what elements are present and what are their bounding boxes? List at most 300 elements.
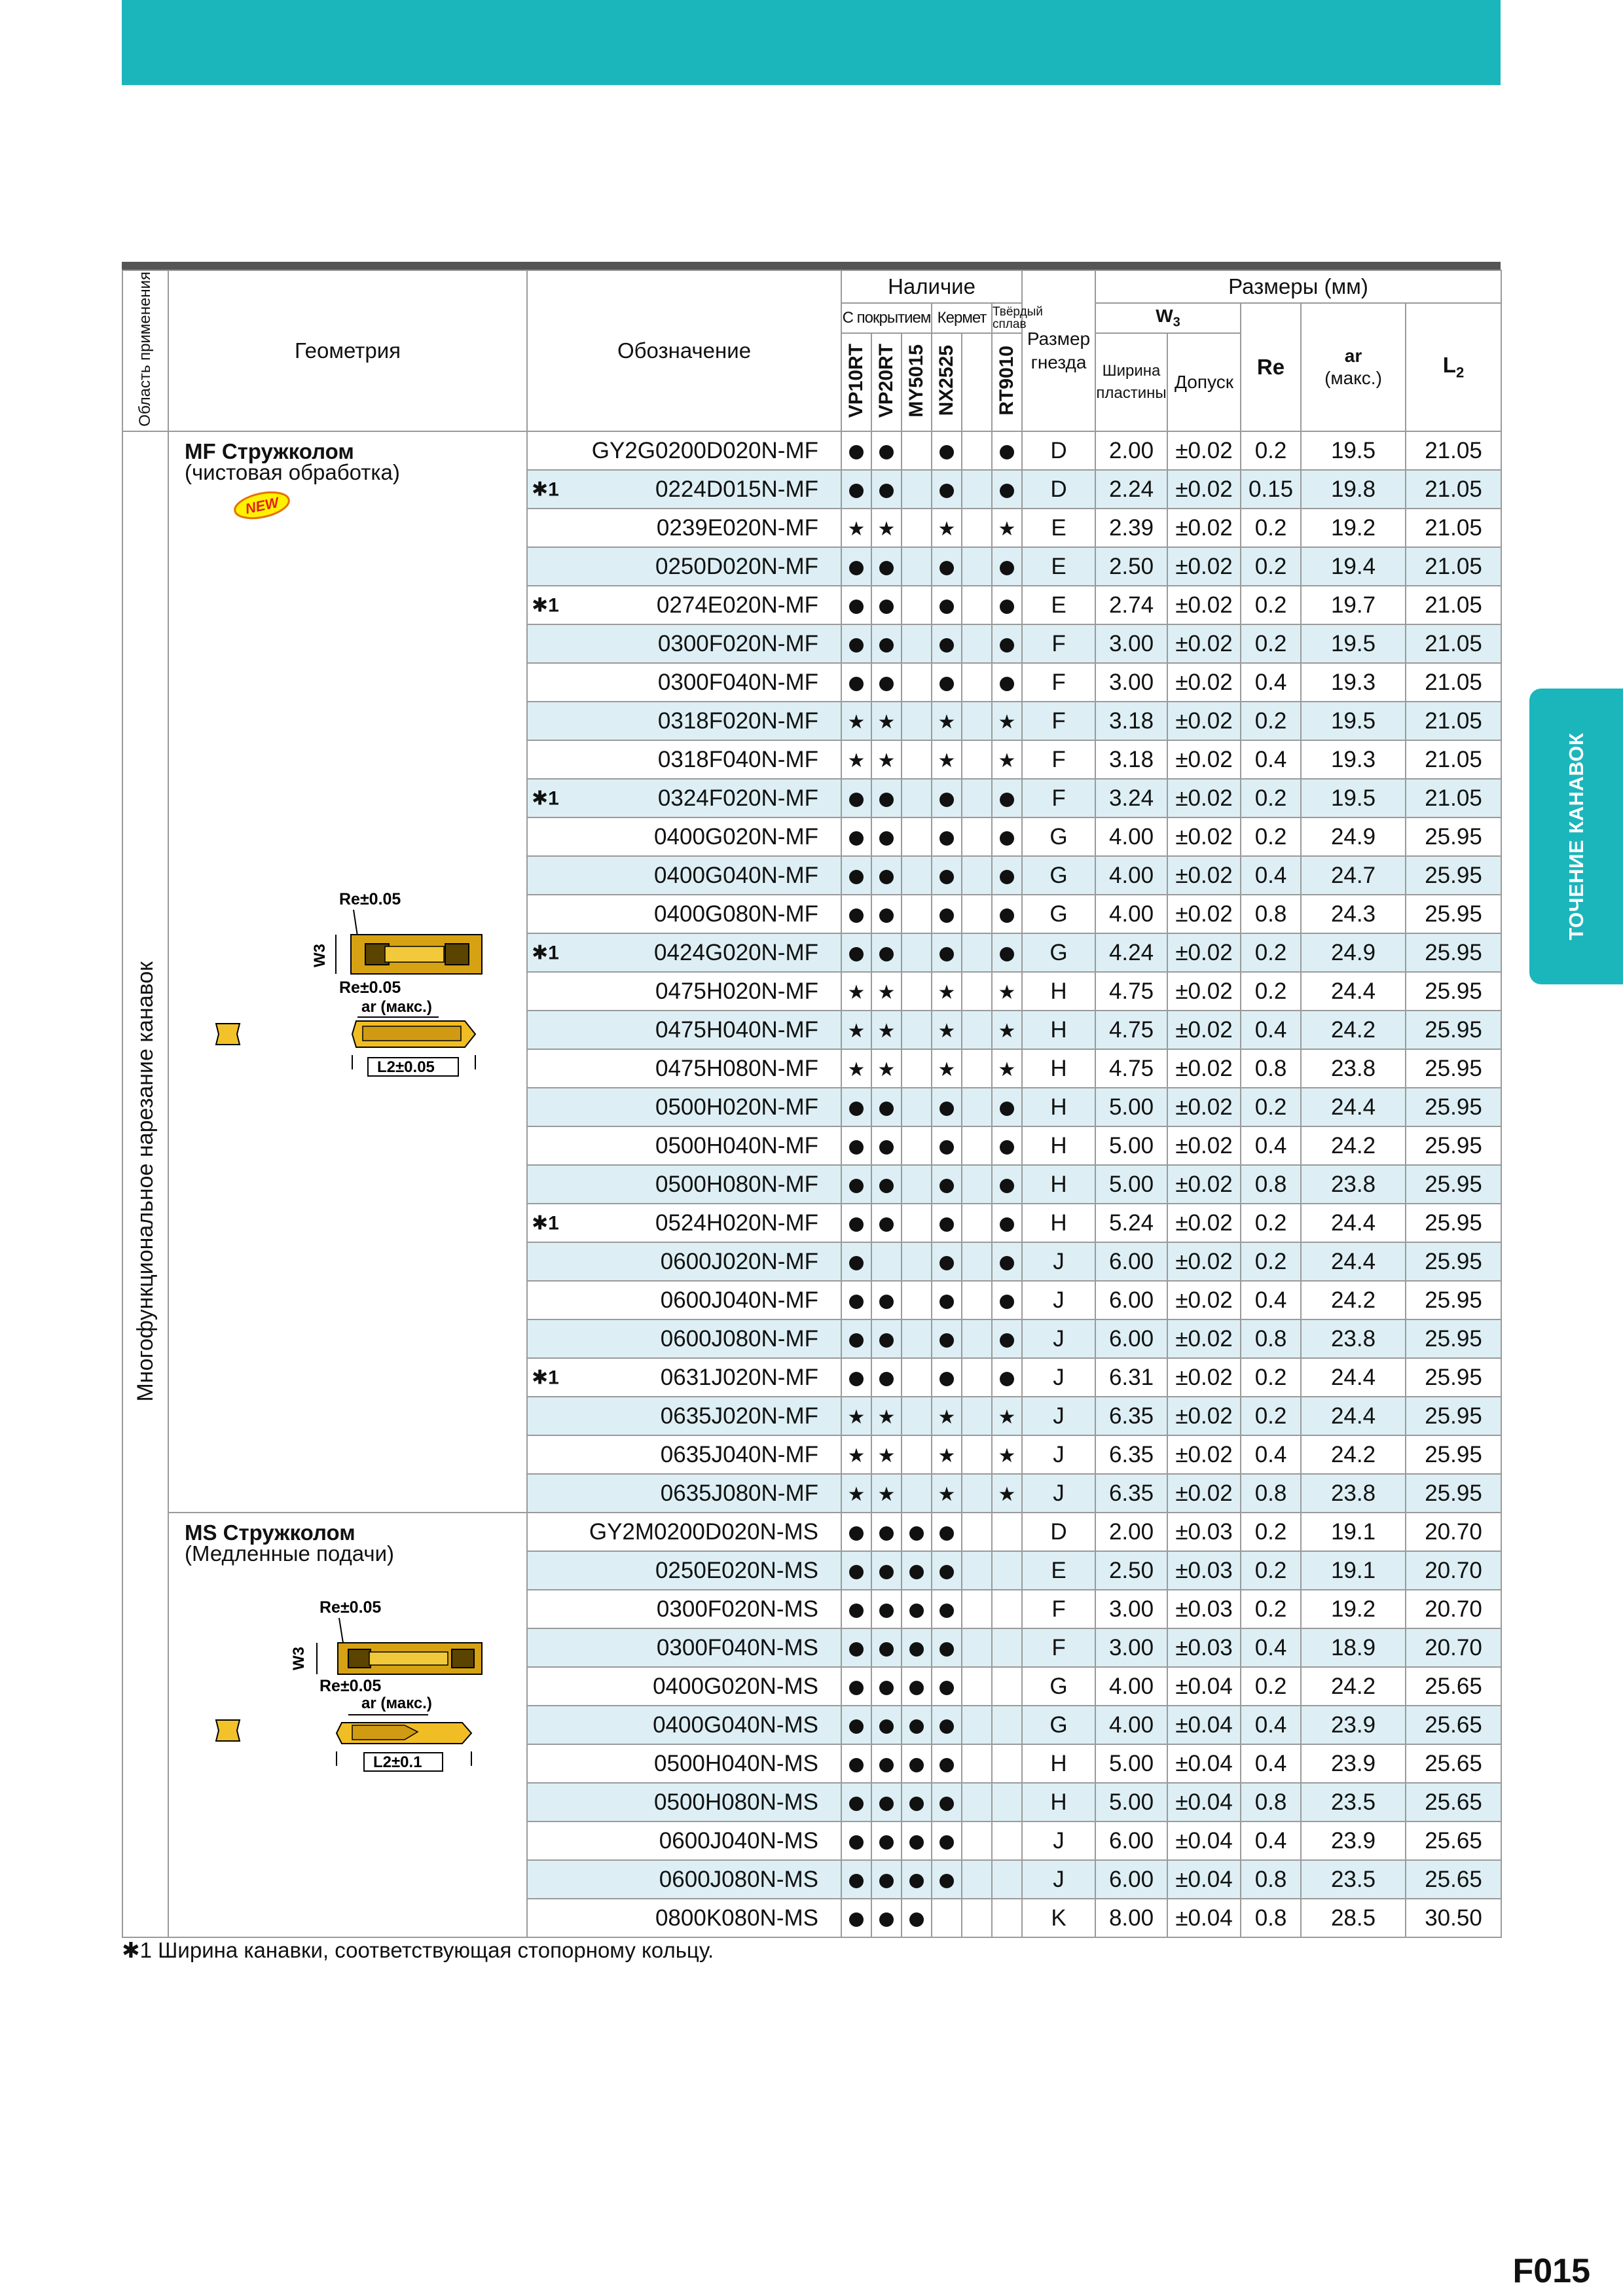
width-cell: 2.50 bbox=[1095, 547, 1167, 586]
re-cell: 0.4 bbox=[1241, 740, 1301, 779]
pocket-size-cell: F bbox=[1022, 1590, 1095, 1628]
l2-cell: 21.05 bbox=[1406, 547, 1501, 586]
designation-cell bbox=[527, 1049, 841, 1088]
l2-cell: 25.95 bbox=[1406, 1474, 1501, 1513]
in-stock-dot-icon bbox=[939, 1565, 954, 1579]
area-cell bbox=[122, 431, 168, 1937]
availability-vp20rt bbox=[871, 1049, 902, 1088]
width-cell: 2.00 bbox=[1095, 1513, 1167, 1551]
re-cell: 0.8 bbox=[1241, 1860, 1301, 1899]
tolerance-cell: ±0.02 bbox=[1167, 1242, 1241, 1281]
re-cell: 0.2 bbox=[1241, 586, 1301, 624]
availability-vp20rt bbox=[871, 470, 902, 509]
designation-code: 0600J080N-MS bbox=[659, 1866, 818, 1892]
availability-vp10rt bbox=[841, 1011, 871, 1049]
availability-vp10rt bbox=[841, 1319, 871, 1358]
availability-spacer bbox=[962, 895, 992, 933]
tolerance-cell: ±0.02 bbox=[1167, 1204, 1241, 1242]
re-cell: 0.2 bbox=[1241, 547, 1301, 586]
availability-spacer bbox=[962, 1011, 992, 1049]
availability-vp10rt bbox=[841, 431, 871, 470]
width-cell: 6.35 bbox=[1095, 1435, 1167, 1474]
re-cell: 0.4 bbox=[1241, 1126, 1301, 1165]
ar-cell: 24.7 bbox=[1301, 856, 1406, 895]
availability-my5015 bbox=[902, 1628, 932, 1667]
in-stock-dot-icon bbox=[1000, 677, 1014, 691]
width-cell: 2.74 bbox=[1095, 586, 1167, 624]
page-number: F015 bbox=[1512, 2252, 1590, 2290]
l2-cell: 25.65 bbox=[1406, 1783, 1501, 1821]
availability-nx2525 bbox=[932, 856, 962, 895]
header-grade-vp10rt: VP10RT bbox=[841, 333, 871, 431]
pocket-size-cell: E bbox=[1022, 586, 1095, 624]
availability-nx2525 bbox=[932, 1435, 962, 1474]
width-cell: 5.00 bbox=[1095, 1165, 1167, 1204]
in-stock-dot-icon bbox=[909, 1912, 924, 1927]
l2-cell: 21.05 bbox=[1406, 624, 1501, 663]
footnote: ✱1 Ширина канавки, соответствующая стопорному кольцу. bbox=[122, 1938, 714, 1962]
star-icon: ★ bbox=[847, 1407, 866, 1428]
tolerance-cell: ±0.02 bbox=[1167, 1397, 1241, 1435]
star-icon: ★ bbox=[938, 711, 956, 733]
in-stock-dot-icon bbox=[1000, 638, 1014, 653]
designation-code: 0500H040N-MS bbox=[654, 1750, 818, 1776]
availability-vp10rt bbox=[841, 1397, 871, 1435]
l2-cell: 25.95 bbox=[1406, 933, 1501, 972]
header-grade-rt9010: RT9010 bbox=[992, 333, 1022, 431]
availability-vp20rt bbox=[871, 1397, 902, 1435]
l2-cell: 21.05 bbox=[1406, 663, 1501, 702]
availability-rt9010 bbox=[992, 431, 1022, 470]
availability-my5015 bbox=[902, 1088, 932, 1126]
availability-vp10rt bbox=[841, 702, 871, 740]
area-label: Многофункциональное нарезание канавок bbox=[132, 961, 158, 1402]
re-cell: 0.8 bbox=[1241, 1319, 1301, 1358]
in-stock-dot-icon bbox=[1000, 831, 1014, 846]
in-stock-dot-icon bbox=[879, 484, 894, 498]
availability-vp10rt bbox=[841, 547, 871, 586]
width-cell: 3.18 bbox=[1095, 702, 1167, 740]
re-cell: 0.15 bbox=[1241, 470, 1301, 509]
in-stock-dot-icon bbox=[939, 638, 954, 653]
designation-code: 0400G020N-MF bbox=[654, 823, 818, 850]
in-stock-dot-icon bbox=[879, 1835, 894, 1850]
svg-text:NEW: NEW bbox=[244, 493, 280, 518]
star-icon: ★ bbox=[847, 1445, 866, 1467]
in-stock-dot-icon bbox=[879, 1295, 894, 1309]
pocket-size-cell: J bbox=[1022, 1821, 1095, 1860]
availability-nx2525 bbox=[932, 1049, 962, 1088]
width-cell: 8.00 bbox=[1095, 1899, 1167, 1937]
availability-vp10rt bbox=[841, 1590, 871, 1628]
pocket-size-cell: D bbox=[1022, 431, 1095, 470]
ar-cell: 23.8 bbox=[1301, 1319, 1406, 1358]
availability-rt9010 bbox=[992, 1551, 1022, 1590]
in-stock-dot-icon bbox=[879, 793, 894, 807]
pocket-size-cell: H bbox=[1022, 972, 1095, 1011]
availability-my5015 bbox=[902, 1706, 932, 1744]
availability-my5015 bbox=[902, 817, 932, 856]
ar-cell: 23.9 bbox=[1301, 1744, 1406, 1783]
designation-cell bbox=[527, 779, 841, 817]
designation-cell bbox=[527, 817, 841, 856]
availability-nx2525 bbox=[932, 663, 962, 702]
l2-cell: 20.70 bbox=[1406, 1628, 1501, 1667]
tolerance-cell: ±0.03 bbox=[1167, 1551, 1241, 1590]
width-cell: 3.00 bbox=[1095, 1590, 1167, 1628]
re-cell: 0.8 bbox=[1241, 1783, 1301, 1821]
availability-vp20rt bbox=[871, 1860, 902, 1899]
availability-vp20rt bbox=[871, 817, 902, 856]
header-designation: Обозначение bbox=[527, 270, 841, 431]
diagram-ar-label: ar (макс.) bbox=[361, 998, 432, 1016]
availability-spacer bbox=[962, 1088, 992, 1126]
tolerance-cell: ±0.04 bbox=[1167, 1667, 1241, 1706]
pocket-size-cell: G bbox=[1022, 1706, 1095, 1744]
star-icon: ★ bbox=[877, 1445, 896, 1467]
in-stock-dot-icon bbox=[939, 1604, 954, 1618]
designation-cell bbox=[527, 1204, 841, 1242]
availability-vp10rt bbox=[841, 1899, 871, 1937]
l2-cell: 30.50 bbox=[1406, 1899, 1501, 1937]
width-cell: 3.18 bbox=[1095, 740, 1167, 779]
star-icon: ★ bbox=[877, 1484, 896, 1505]
tolerance-cell: ±0.02 bbox=[1167, 817, 1241, 856]
availability-vp20rt bbox=[871, 624, 902, 663]
width-cell: 4.00 bbox=[1095, 1667, 1167, 1706]
pocket-size-cell: E bbox=[1022, 509, 1095, 547]
header-re: Re bbox=[1241, 303, 1301, 431]
availability-spacer bbox=[962, 702, 992, 740]
star-icon: ★ bbox=[877, 750, 896, 772]
availability-rt9010 bbox=[992, 1744, 1022, 1783]
geometry-cell bbox=[168, 431, 527, 1513]
ar-cell: 24.2 bbox=[1301, 1011, 1406, 1049]
l2-cell: 25.65 bbox=[1406, 1706, 1501, 1744]
availability-my5015 bbox=[902, 895, 932, 933]
header-coated: С покрытием bbox=[841, 303, 932, 333]
in-stock-dot-icon bbox=[939, 1835, 954, 1850]
in-stock-dot-icon bbox=[849, 1604, 864, 1618]
pocket-size-cell: G bbox=[1022, 895, 1095, 933]
in-stock-dot-icon bbox=[849, 1217, 864, 1232]
in-stock-dot-icon bbox=[879, 1874, 894, 1888]
in-stock-dot-icon bbox=[1000, 1295, 1014, 1309]
availability-my5015 bbox=[902, 1667, 932, 1706]
in-stock-dot-icon bbox=[1000, 1256, 1014, 1270]
designation-cell bbox=[527, 1126, 841, 1165]
availability-spacer bbox=[962, 509, 992, 547]
availability-nx2525 bbox=[932, 431, 962, 470]
availability-spacer bbox=[962, 856, 992, 895]
availability-spacer bbox=[962, 933, 992, 972]
section-side-tab[interactable] bbox=[1529, 689, 1623, 984]
availability-spacer bbox=[962, 1590, 992, 1628]
designation-code: 0400G080N-MF bbox=[654, 901, 818, 927]
header-grade-nx2525: NX2525 bbox=[932, 333, 962, 431]
l2-cell: 25.95 bbox=[1406, 1281, 1501, 1319]
availability-nx2525 bbox=[932, 1165, 962, 1204]
designation-code: 0600J080N-MF bbox=[660, 1325, 818, 1352]
star-icon: ★ bbox=[998, 1059, 1016, 1081]
availability-my5015 bbox=[902, 1397, 932, 1435]
designation-cell bbox=[527, 1474, 841, 1513]
l2-cell: 25.95 bbox=[1406, 1397, 1501, 1435]
availability-nx2525 bbox=[932, 1319, 962, 1358]
in-stock-dot-icon bbox=[879, 1604, 894, 1618]
designation-cell bbox=[527, 1358, 841, 1397]
availability-spacer bbox=[962, 1435, 992, 1474]
designation-cell bbox=[527, 1319, 841, 1358]
designation-code: 0524H020N-MF bbox=[655, 1210, 818, 1236]
width-cell: 5.00 bbox=[1095, 1088, 1167, 1126]
designation-cell bbox=[527, 1011, 841, 1049]
designation-cell bbox=[527, 1435, 841, 1474]
availability-my5015 bbox=[902, 1435, 932, 1474]
in-stock-dot-icon bbox=[849, 445, 864, 459]
ms-insert-diagram bbox=[208, 1592, 536, 1788]
availability-nx2525 bbox=[932, 1628, 962, 1667]
in-stock-dot-icon bbox=[849, 1102, 864, 1116]
availability-rt9010 bbox=[992, 933, 1022, 972]
availability-my5015 bbox=[902, 1513, 932, 1551]
availability-nx2525 bbox=[932, 1590, 962, 1628]
availability-nx2525 bbox=[932, 702, 962, 740]
ar-cell: 28.5 bbox=[1301, 1899, 1406, 1937]
ar-cell: 24.2 bbox=[1301, 1435, 1406, 1474]
availability-my5015 bbox=[902, 1011, 932, 1049]
in-stock-dot-icon bbox=[849, 600, 864, 614]
designation-cell bbox=[527, 1899, 841, 1937]
designation-code: 0600J040N-MF bbox=[660, 1287, 818, 1313]
availability-my5015 bbox=[902, 972, 932, 1011]
star-icon: ★ bbox=[998, 518, 1016, 540]
availability-nx2525 bbox=[932, 586, 962, 624]
designation-cell bbox=[527, 895, 841, 933]
availability-rt9010 bbox=[992, 1513, 1022, 1551]
tolerance-cell: ±0.02 bbox=[1167, 1165, 1241, 1204]
availability-spacer bbox=[962, 1126, 992, 1165]
availability-spacer bbox=[962, 663, 992, 702]
designation-code: 0318F020N-MF bbox=[657, 708, 818, 734]
l2-cell: 21.05 bbox=[1406, 779, 1501, 817]
star-icon: ★ bbox=[847, 1020, 866, 1042]
pocket-size-cell: E bbox=[1022, 1551, 1095, 1590]
header-w3: $W_3$ bbox=[1095, 303, 1241, 333]
in-stock-dot-icon bbox=[909, 1797, 924, 1811]
availability-spacer bbox=[962, 1860, 992, 1899]
designation-cell bbox=[527, 1744, 841, 1783]
availability-nx2525 bbox=[932, 1513, 962, 1551]
width-cell: 5.24 bbox=[1095, 1204, 1167, 1242]
availability-rt9010 bbox=[992, 1088, 1022, 1126]
availability-vp10rt bbox=[841, 817, 871, 856]
availability-vp10rt bbox=[841, 1860, 871, 1899]
designation-cell bbox=[527, 470, 841, 509]
in-stock-dot-icon bbox=[939, 600, 954, 614]
availability-vp20rt bbox=[871, 1011, 902, 1049]
availability-vp20rt bbox=[871, 509, 902, 547]
availability-spacer bbox=[962, 1744, 992, 1783]
ar-cell: 23.9 bbox=[1301, 1706, 1406, 1744]
in-stock-dot-icon bbox=[849, 1912, 864, 1927]
footnote-marker: ✱1 bbox=[532, 478, 559, 500]
availability-rt9010 bbox=[992, 1242, 1022, 1281]
availability-spacer bbox=[962, 586, 992, 624]
pocket-size-cell: F bbox=[1022, 663, 1095, 702]
ar-cell: 24.9 bbox=[1301, 817, 1406, 856]
availability-rt9010 bbox=[992, 817, 1022, 856]
in-stock-dot-icon bbox=[879, 1333, 894, 1348]
ar-cell: 19.8 bbox=[1301, 470, 1406, 509]
availability-vp20rt bbox=[871, 702, 902, 740]
in-stock-dot-icon bbox=[879, 1681, 894, 1695]
availability-spacer bbox=[962, 624, 992, 663]
availability-vp10rt bbox=[841, 1706, 871, 1744]
tolerance-cell: ±0.02 bbox=[1167, 779, 1241, 817]
tolerance-cell: ±0.02 bbox=[1167, 856, 1241, 895]
tolerance-cell: ±0.02 bbox=[1167, 1126, 1241, 1165]
availability-vp20rt bbox=[871, 1899, 902, 1937]
ar-cell: 23.9 bbox=[1301, 1821, 1406, 1860]
availability-my5015 bbox=[902, 702, 932, 740]
l2-cell: 21.05 bbox=[1406, 431, 1501, 470]
availability-spacer bbox=[962, 779, 992, 817]
availability-vp10rt bbox=[841, 1242, 871, 1281]
pocket-size-cell: J bbox=[1022, 1281, 1095, 1319]
designation-cell bbox=[527, 1590, 841, 1628]
l2-cell: 20.70 bbox=[1406, 1513, 1501, 1551]
re-cell: 0.8 bbox=[1241, 1165, 1301, 1204]
star-icon: ★ bbox=[938, 982, 956, 1003]
re-cell: 0.4 bbox=[1241, 1435, 1301, 1474]
availability-my5015 bbox=[902, 1165, 932, 1204]
availability-spacer bbox=[962, 1319, 992, 1358]
l2-cell: 25.95 bbox=[1406, 1358, 1501, 1397]
star-icon: ★ bbox=[938, 1020, 956, 1042]
availability-nx2525 bbox=[932, 1706, 962, 1744]
header-grade-my5015: MY5015 bbox=[902, 333, 932, 431]
availability-spacer bbox=[962, 817, 992, 856]
designation-code: 0800K080N-MS bbox=[655, 1905, 818, 1931]
tolerance-cell: ±0.02 bbox=[1167, 972, 1241, 1011]
availability-my5015 bbox=[902, 509, 932, 547]
availability-spacer bbox=[962, 1358, 992, 1397]
new-badge bbox=[232, 490, 292, 521]
ar-cell: 19.3 bbox=[1301, 740, 1406, 779]
ar-cell: 19.2 bbox=[1301, 509, 1406, 547]
availability-rt9010 bbox=[992, 509, 1022, 547]
in-stock-dot-icon bbox=[909, 1874, 924, 1888]
pocket-size-cell: G bbox=[1022, 817, 1095, 856]
availability-vp10rt bbox=[841, 1204, 871, 1242]
in-stock-dot-icon bbox=[909, 1835, 924, 1850]
availability-nx2525 bbox=[932, 933, 962, 972]
availability-vp20rt bbox=[871, 1590, 902, 1628]
pocket-size-cell: H bbox=[1022, 1126, 1095, 1165]
in-stock-dot-icon bbox=[1000, 1372, 1014, 1386]
availability-nx2525 bbox=[932, 509, 962, 547]
availability-rt9010 bbox=[992, 1165, 1022, 1204]
availability-my5015 bbox=[902, 431, 932, 470]
ar-cell: 24.4 bbox=[1301, 1358, 1406, 1397]
designation-code: 0635J040N-MF bbox=[660, 1441, 818, 1467]
tolerance-cell: ±0.02 bbox=[1167, 547, 1241, 586]
pocket-size-cell: F bbox=[1022, 624, 1095, 663]
availability-vp20rt bbox=[871, 1435, 902, 1474]
in-stock-dot-icon bbox=[849, 638, 864, 653]
in-stock-dot-icon bbox=[849, 831, 864, 846]
in-stock-dot-icon bbox=[909, 1758, 924, 1772]
diagram-re-bottom-label: Re±0.05 bbox=[319, 1677, 382, 1695]
tolerance-cell: ±0.03 bbox=[1167, 1513, 1241, 1551]
availability-nx2525 bbox=[932, 1126, 962, 1165]
in-stock-dot-icon bbox=[879, 1912, 894, 1927]
availability-vp20rt bbox=[871, 740, 902, 779]
star-icon: ★ bbox=[877, 711, 896, 733]
in-stock-dot-icon bbox=[939, 677, 954, 691]
re-cell: 0.8 bbox=[1241, 1899, 1301, 1937]
pocket-size-cell: K bbox=[1022, 1899, 1095, 1937]
designation-code: 0600J020N-MF bbox=[660, 1248, 818, 1274]
tolerance-cell: ±0.02 bbox=[1167, 895, 1241, 933]
availability-vp10rt bbox=[841, 1165, 871, 1204]
designation-cell bbox=[527, 1821, 841, 1860]
re-cell: 0.4 bbox=[1241, 1744, 1301, 1783]
pocket-size-cell: J bbox=[1022, 1319, 1095, 1358]
in-stock-dot-icon bbox=[939, 1526, 954, 1541]
availability-nx2525 bbox=[932, 1860, 962, 1899]
l2-cell: 21.05 bbox=[1406, 586, 1501, 624]
in-stock-dot-icon bbox=[879, 561, 894, 575]
availability-my5015 bbox=[902, 1049, 932, 1088]
availability-vp20rt bbox=[871, 1474, 902, 1513]
re-cell: 0.4 bbox=[1241, 1628, 1301, 1667]
re-cell: 0.2 bbox=[1241, 1590, 1301, 1628]
re-cell: 0.2 bbox=[1241, 624, 1301, 663]
in-stock-dot-icon bbox=[849, 1140, 864, 1155]
mf-insert-diagram bbox=[208, 884, 536, 1080]
availability-vp10rt bbox=[841, 933, 871, 972]
star-icon: ★ bbox=[998, 982, 1016, 1003]
tolerance-cell: ±0.02 bbox=[1167, 663, 1241, 702]
designation-cell bbox=[527, 1706, 841, 1744]
in-stock-dot-icon bbox=[849, 1526, 864, 1541]
availability-my5015 bbox=[902, 1821, 932, 1860]
availability-vp20rt bbox=[871, 663, 902, 702]
availability-my5015 bbox=[902, 1281, 932, 1319]
availability-vp20rt bbox=[871, 1783, 902, 1821]
star-icon: ★ bbox=[877, 518, 896, 540]
in-stock-dot-icon bbox=[939, 793, 954, 807]
ar-cell: 23.8 bbox=[1301, 1165, 1406, 1204]
header-ar: ar (макс.) bbox=[1301, 303, 1406, 431]
l2-cell: 25.95 bbox=[1406, 817, 1501, 856]
width-cell: 6.31 bbox=[1095, 1358, 1167, 1397]
availability-vp10rt bbox=[841, 1551, 871, 1590]
availability-rt9010 bbox=[992, 1011, 1022, 1049]
availability-vp10rt bbox=[841, 624, 871, 663]
designation-code: 0300F020N-MS bbox=[656, 1596, 818, 1622]
in-stock-dot-icon bbox=[879, 1758, 894, 1772]
in-stock-dot-icon bbox=[849, 1797, 864, 1811]
inserts-table bbox=[122, 270, 1502, 1938]
designation-code: 0400G040N-MS bbox=[653, 1712, 818, 1738]
re-cell: 0.2 bbox=[1241, 1358, 1301, 1397]
availability-vp20rt bbox=[871, 856, 902, 895]
diagram-w3-label: W3 bbox=[311, 944, 329, 967]
availability-nx2525 bbox=[932, 1667, 962, 1706]
